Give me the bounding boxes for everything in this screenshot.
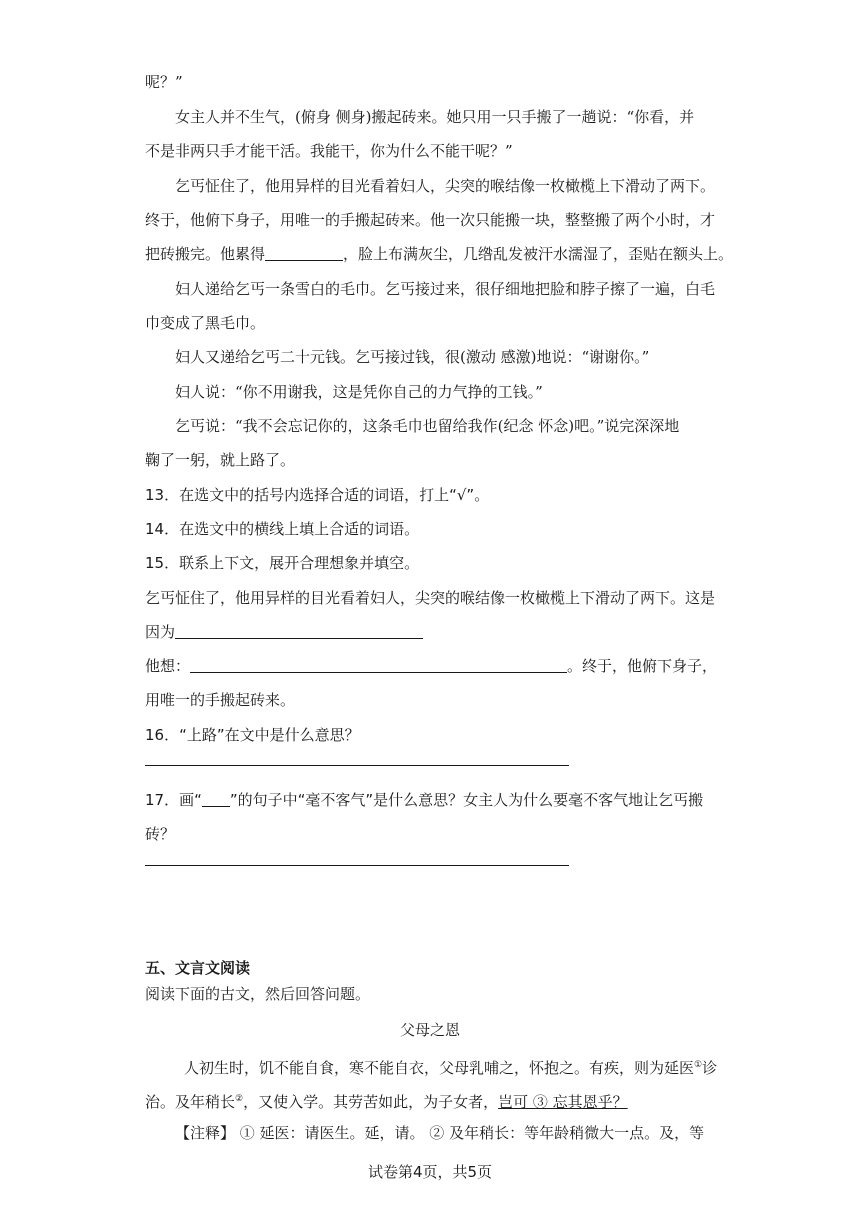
passage-line	[145, 1089, 628, 1112]
passage-note: 【注释】 ① 延医：请医生。延，请。 ② 及年稍长：等年龄稍微大一点。及，等	[175, 1124, 705, 1142]
section-intro: 阅读下面的古文，然后回答问题。	[145, 985, 371, 1003]
question-17-text: ”的句子中“毫不客气”是什么意思？女主人为什么要毫不客气地让乞丐搬	[229, 791, 704, 809]
story-line: 妇人又递给乞丐二十元钱。乞丐接过钱，很(激动 感激)地说：“谢谢你。”	[175, 348, 650, 366]
passage-text: 治。及年稍长	[145, 1093, 236, 1111]
passage-text: 诊	[702, 1059, 718, 1077]
passage-title: 父母之恩	[399, 1021, 460, 1039]
fill-blank[interactable]	[265, 245, 343, 261]
question-15-text: 乞丐怔住了，他用异样的目光看着妇人，尖突的喉结像一枚橄榄上下滑动了两下。这是	[145, 589, 716, 607]
passage-line	[184, 1055, 717, 1078]
question-15-thought-label: 他想：	[145, 657, 191, 675]
story-line: 呢？”	[145, 73, 183, 91]
story-line: 女主人并不生气，(俯身 侧身)搬起砖来。她只用一只手搬了一趟说：“你看，并	[175, 108, 695, 126]
story-line-with-blank	[145, 244, 733, 264]
answer-line[interactable]	[145, 765, 569, 766]
question-17	[145, 790, 703, 810]
story-line: 妇人递给乞丐一条雪白的毛巾。乞丐接过来，很仔细地把脸和脖子擦了一遍，白毛	[175, 280, 716, 298]
story-line: 终于，他俯下身子，用唯一的手搬起砖来。他一次只能搬一块，整整搬了两个小时，才	[145, 211, 716, 229]
story-line: 不是非两只手才能干活。我能干，你为什么不能干呢？”	[145, 142, 513, 160]
underline-sample	[202, 791, 230, 807]
question-14: 14．在选文中的横线上填上合适的词语。	[145, 520, 420, 538]
question-13: 13．在选文中的括号内选择合适的词语，打上“√”。	[145, 486, 490, 504]
passage-text: ，又使入学。其劳苦如此，为子女者，	[243, 1093, 499, 1111]
passage-text: 人初生时，饥不能自食，寒不能自衣，父母乳哺之，怀抱之。有疾，则为延医	[184, 1059, 695, 1077]
question-17-line2: 砖？	[145, 825, 176, 843]
story-line: 鞠了一躬，就上路了。	[145, 451, 296, 469]
story-line: 巾变成了黑毛巾。	[145, 314, 266, 332]
question-15-end: 用唯一的手搬起砖来。	[145, 691, 296, 709]
story-line: 乞丐怔住了，他用异样的目光看着妇人，尖突的喉结像一枚橄榄上下滑动了两下。	[175, 177, 716, 195]
page-footer: 试卷第4页，共5页	[367, 1163, 493, 1181]
section-heading: 五、文言文阅读	[145, 959, 251, 977]
question-15: 15．联系上下文，展开合理想象并填空。	[145, 554, 420, 572]
answer-blank[interactable]	[175, 623, 423, 639]
question-17-text: 17．画“	[145, 791, 202, 809]
question-15-thought-tail: 。终于，他俯下身子，	[567, 657, 718, 675]
question-15-thought	[145, 656, 717, 676]
story-line: 妇人说：“你不用谢我，这是凭你自己的力气挣的工钱。”	[175, 383, 543, 401]
question-16: 16．“上路”在文中是什么意思？	[145, 726, 360, 744]
story-text: ，脸上布满灰尘，几绺乱发被汗水濡湿了，歪贴在额头上。	[343, 245, 734, 263]
story-line: 乞丐说：“我不会忘记你的，这条毛巾也留给我作(纪念 怀念)吧。”说完深深地	[175, 417, 680, 435]
story-text: 把砖搬完。他累得	[145, 245, 266, 263]
answer-blank[interactable]	[190, 657, 567, 673]
footnote-marker: ②	[235, 1094, 244, 1104]
question-15-reason-label: 因为	[145, 623, 176, 641]
underlined-sentence: 岂可 ③ 忘其恩乎？	[498, 1093, 628, 1111]
answer-line[interactable]	[145, 865, 569, 866]
question-15-reason	[145, 622, 423, 642]
footnote-marker: ①	[694, 1060, 703, 1070]
